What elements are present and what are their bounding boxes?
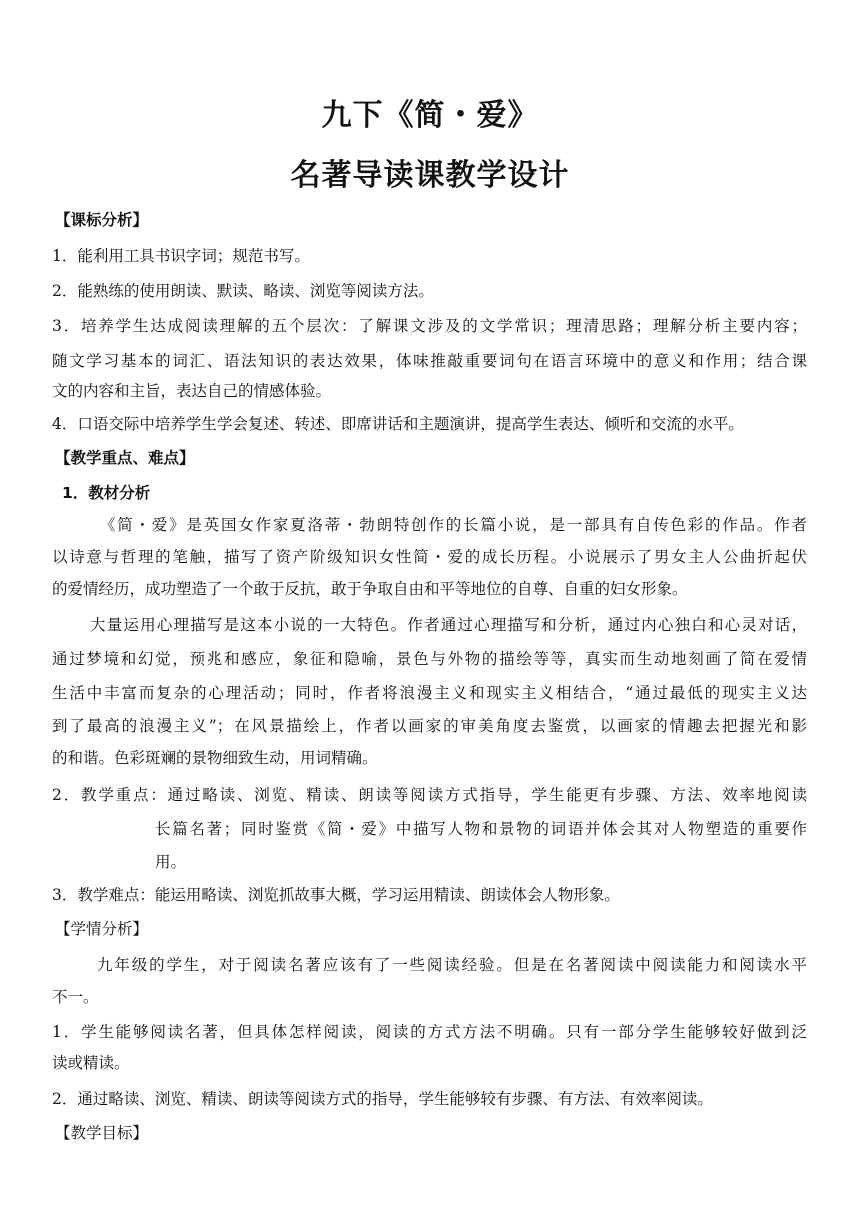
teaching-difficulty: 3．教学难点：能运用略读、浏览抓故事大概，学习运用精读、朗读体会人物形象。 bbox=[52, 886, 620, 904]
material-para1-line-3: 的爱情经历，成功塑造了一个敢于反抗，敢于争取自由和平等地位的自尊、自重的妇女形象。 bbox=[52, 580, 688, 598]
students-item-2: 2．通过略读、浏览、精读、朗读等阅读方式的指导，学生能够较有步骤、有方法、有效率阅读。 bbox=[52, 1090, 713, 1108]
teaching-focus-line-1: 2．教学重点：通过略读、浏览、精读、朗读等阅读方式指导，学生能更有步骤、方法、效率地阅读 bbox=[52, 786, 807, 804]
sub-heading-material-analysis: 1．教材分析 bbox=[62, 484, 151, 502]
section-heading-students: 【学情分析】 bbox=[55, 920, 149, 938]
teaching-focus-line-3: 用。 bbox=[155, 853, 187, 871]
curriculum-item-3-line-2: 随文学习基本的词汇、语法知识的表达效果，体味推敲重要词句在语言环境中的意义和作用；结合课 bbox=[52, 352, 807, 370]
curriculum-item-1: 1．能利用工具书识字词；规范书写。 bbox=[52, 247, 310, 265]
curriculum-item-3-line-3: 文的内容和主旨，表达自己的情感体验。 bbox=[52, 382, 332, 400]
students-para-line-2: 不一。 bbox=[52, 988, 99, 1006]
material-para2-line-5: 的和谐。色彩斑斓的景物细致生动，用词精确。 bbox=[52, 749, 378, 767]
material-para2-line-3: 生活中丰富而复杂的心理活动；同时，作者将浪漫主义和现实主义相结合，“通过最低的现实主义达 bbox=[52, 684, 807, 702]
students-item-1-line-2: 读或精读。 bbox=[52, 1054, 130, 1072]
material-para2-line-2: 通过梦境和幻觉，预兆和感应，象征和隐喻，景色与外物的描绘等等，真实而生动地刻画了简在爱情 bbox=[52, 650, 807, 668]
document-subtitle: 名著导读课教学设计 bbox=[290, 158, 570, 193]
material-para1-line-2: 以诗意与哲理的笔触，描写了资产阶级知识女性简・爱的成长历程。小说展示了男女主人公曲折起伏 bbox=[52, 548, 807, 566]
section-heading-goals: 【教学目标】 bbox=[55, 1124, 149, 1142]
students-item-1-line-1: 1．学生能够阅读名著，但具体怎样阅读，阅读的方式方法不明确。只有一部分学生能够较好做到泛 bbox=[52, 1023, 807, 1041]
students-para-line-1: 九年级的学生，对于阅读名著应该有了一些阅读经验。但是在名著阅读中阅读能力和阅读水平 bbox=[97, 956, 807, 974]
material-para2-line-4: 到了最高的浪漫主义”；在风景描绘上，作者以画家的审美角度去鉴赏，以画家的情趣去把握光和影 bbox=[52, 717, 807, 735]
curriculum-item-3-line-1: 3．培养学生达成阅读理解的五个层次：了解课文涉及的文学常识；理清思路；理解分析主要内容； bbox=[52, 317, 807, 335]
curriculum-item-2: 2．能熟练的使用朗读、默读、略读、浏览等阅读方法。 bbox=[52, 282, 434, 300]
section-heading-curriculum: 【课标分析】 bbox=[55, 211, 149, 229]
section-heading-focus: 【教学重点、难点】 bbox=[55, 449, 195, 467]
material-para1-line-1: 《简・爱》是英国女作家夏洛蒂・勃朗特创作的长篇小说，是一部具有自传色彩的作品。作者 bbox=[100, 516, 807, 534]
material-para2-line-1: 大量运用心理描写是这本小说的一大特色。作者通过心理描写和分析，通过内心独白和心灵对话， bbox=[90, 616, 807, 634]
curriculum-item-4: 4．口语交际中培养学生学会复述、转述、即席讲话和主题演讲，提高学生表达、倾听和交流的水平。 bbox=[52, 415, 744, 433]
document-title: 九下《简・爱》 bbox=[321, 98, 539, 133]
teaching-focus-line-2: 长篇名著；同时鉴赏《简・爱》中描写人物和景物的词语并体会其对人物塑造的重要作 bbox=[155, 820, 807, 838]
